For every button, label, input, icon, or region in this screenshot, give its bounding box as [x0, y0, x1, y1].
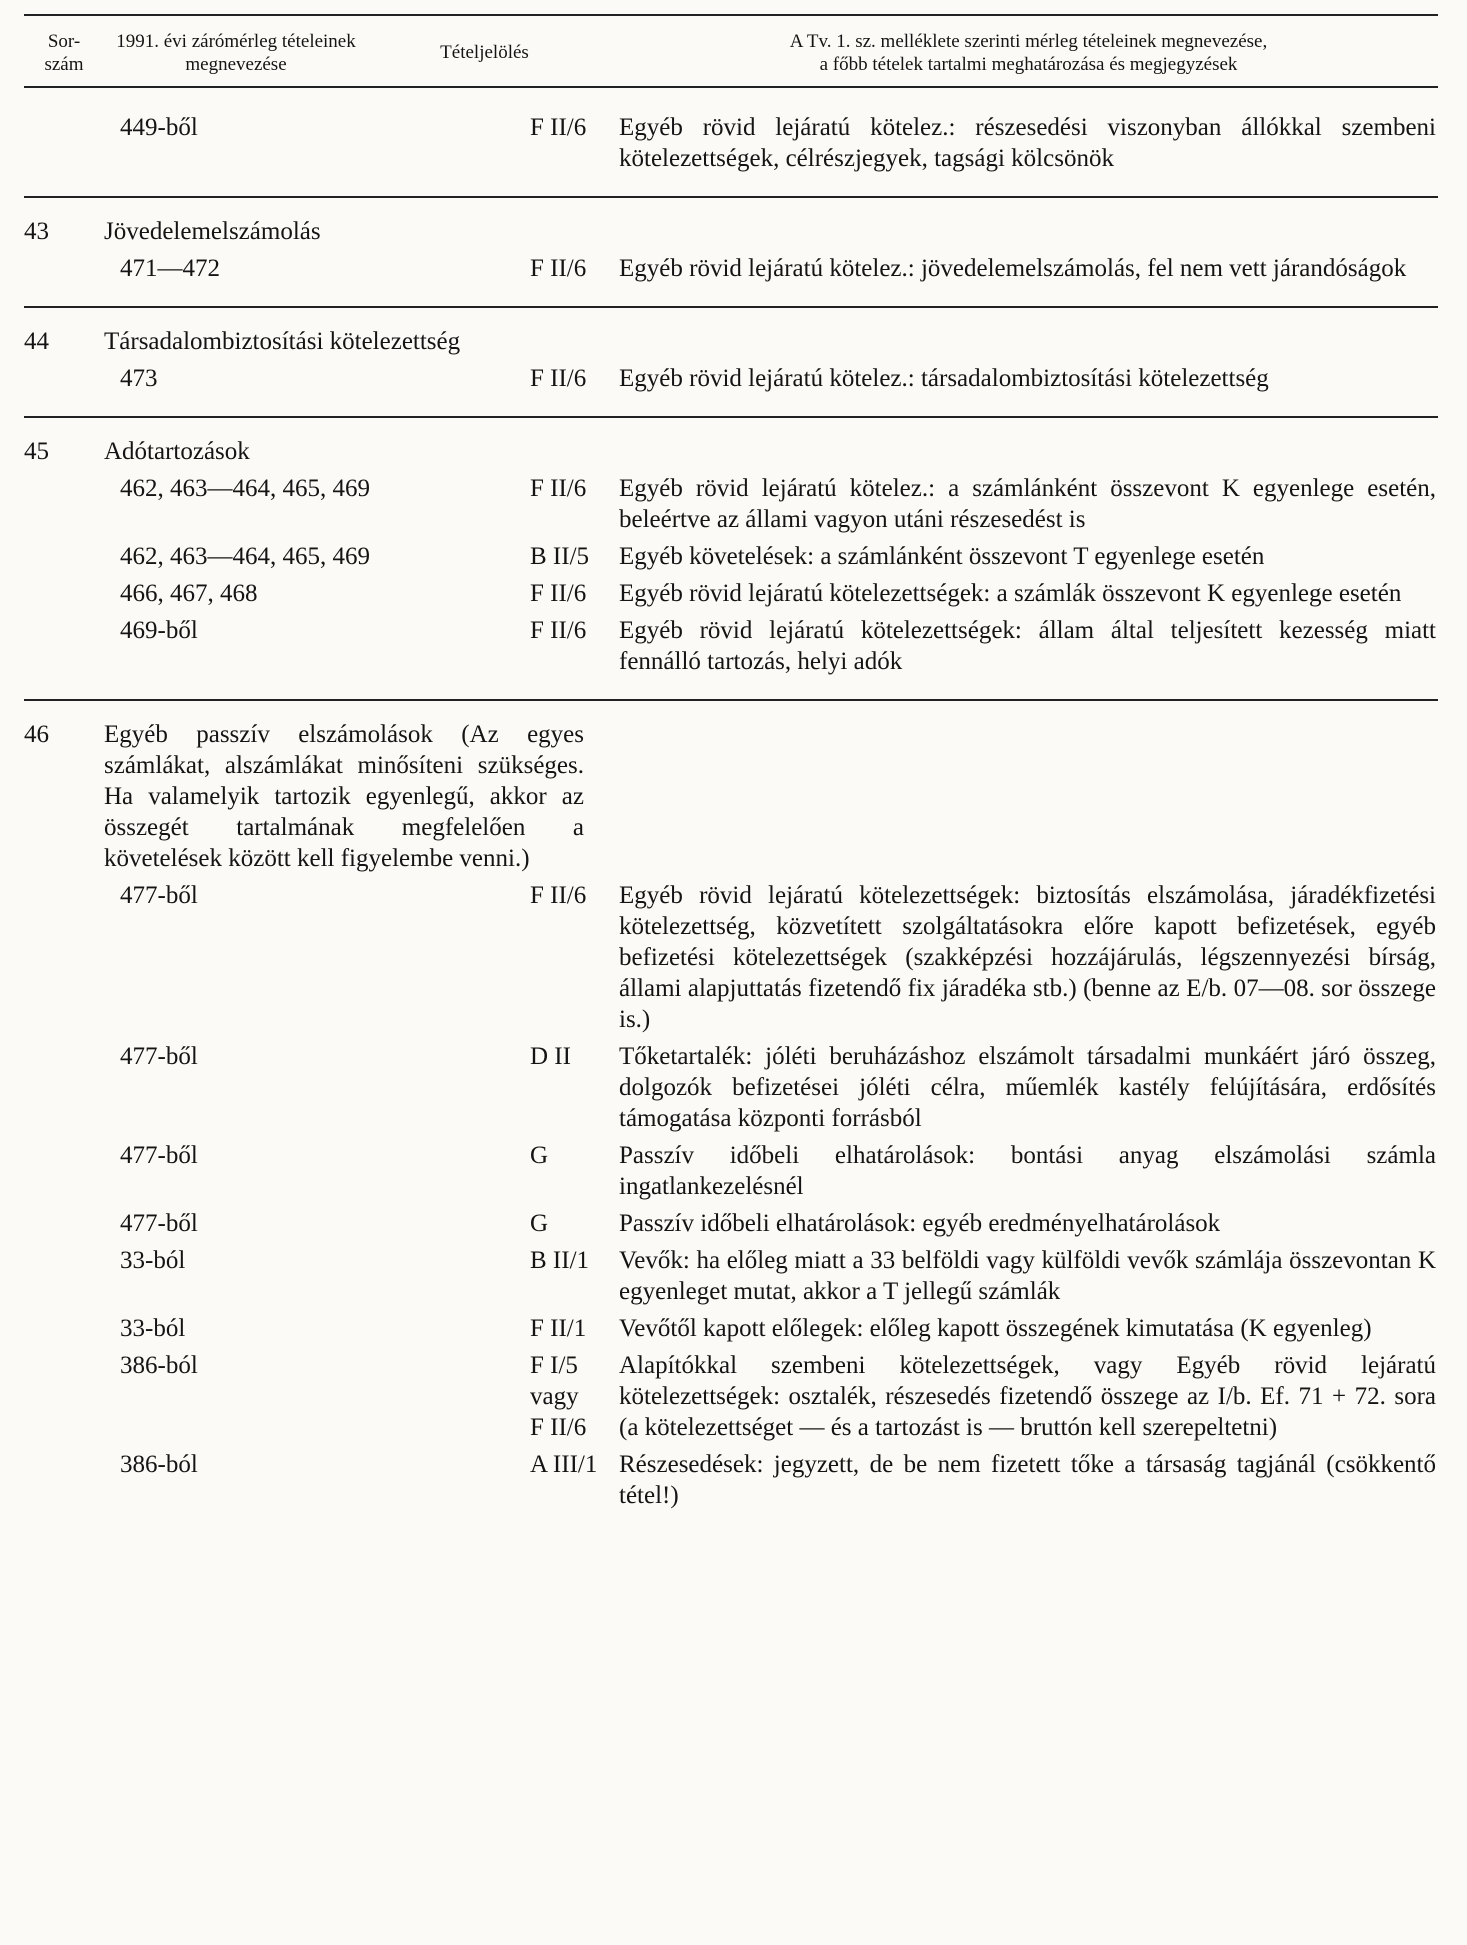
section-number: 44 [24, 328, 49, 355]
section-title: Adótartozások [104, 438, 250, 465]
table-row [24, 363, 1438, 394]
item-description: Vevők: ha előleg miatt a 33 belföldi vagy külföldi vevők számlája összevontan K egyenleget mutat, akkor a T jellegű számlák [619, 1247, 1436, 1305]
table-header [24, 16, 1438, 86]
item-code: F II/1 [530, 1315, 587, 1342]
item-description: Részesedések: jegyzett, de be nem fizetett tőke a társaság tagjánál (csökkentő tétel!) [619, 1451, 1436, 1509]
table-row [24, 112, 1438, 174]
table-section [24, 418, 1438, 699]
account-number: 466, 467, 468 [120, 580, 258, 607]
item-description: Egyéb követelések: a számlánként összevont T egyenlege esetén [619, 543, 1265, 570]
account-number: 471—472 [120, 255, 220, 282]
item-description: Egyéb rövid lejáratú kötelezettségek: a számlák összevont K egyenlege esetén [619, 580, 1402, 607]
account-number: 477-ből [120, 1043, 198, 1070]
table-row [24, 1350, 1438, 1443]
section-number: 43 [24, 218, 49, 245]
item-code: F I/5 vagy F II/6 [530, 1352, 587, 1441]
item-description: Egyéb rövid lejáratú kötelez.: a számlánként összevont K egyenlege esetén, beleértve az állami vagyon utáni részesedést is [619, 475, 1436, 533]
table-section [24, 198, 1438, 306]
item-description: Alapítókkal szembeni kötelezettségek, vagy Egyéb rövid lejáratú kötelezettségek: osztalék, részesedés fizetendő összege az I/b. Ef. 71 + 72. sora (a kötelezettséget — és a tartozást is — bruttón kell szerepeltetni) [619, 1352, 1436, 1441]
table-row [24, 880, 1438, 1035]
table-row [24, 615, 1438, 677]
section-title: Egyéb passzív elszámolások (Az egyes számlákat, alszámlákat minősíteni szükséges. Ha valamelyik tartozik egyenlegű, akkor az összegét tartalmának megfelelően a követelések között kell figyelembe venni.) [104, 721, 584, 872]
item-description: Vevőtől kapott előlegek: előleg kapott összegének kimutatása (K egyenleg) [619, 1315, 1372, 1342]
table-body [24, 88, 1438, 1533]
header-balance-description: A Tv. 1. sz. melléklete szerinti mérleg tételeinek megnevezése, a főbb tételek tartalmi meghatározása és megjegyzések [789, 31, 1268, 75]
item-code: F II/6 [530, 580, 587, 607]
account-number: 462, 463—464, 465, 469 [120, 475, 370, 502]
section-number: 45 [24, 438, 49, 465]
item-code: F II/6 [530, 365, 587, 392]
section-heading [24, 326, 1438, 357]
item-description: Egyéb rövid lejáratú kötelez.: részesedési viszonyban állókkal szembeni kötelezettségek, célrészjegyek, tagsági kölcsönök [619, 114, 1436, 172]
account-number: 477-ből [120, 1142, 198, 1169]
item-code: F II/6 [530, 475, 587, 502]
table-row [24, 473, 1438, 535]
account-number: 462, 463—464, 465, 469 [120, 543, 370, 570]
header-closing-balance-item: 1991. évi zárómérleg tételeinek megnevezése [116, 31, 356, 75]
item-code: F II/6 [530, 617, 587, 644]
document [24, 10, 1438, 1533]
item-code: A III/1 [530, 1451, 598, 1478]
item-code: G [530, 1210, 549, 1237]
item-description: Egyéb rövid lejáratú kötelezettségek: biztosítás elszámolása, járadékfizetési kötelezettség, közvetített szolgáltatásokra előre kapott befizetések, egyéb befizetési kötelezettségek (szakképzési hozzájárulás, légszennyezési bírság, állami alapjuttatás fizetendő fix járadéka stb.) (benne az E/b. 07—08. sor összege is.) [619, 882, 1436, 1033]
item-code: F II/6 [530, 114, 587, 141]
item-code: B II/1 [530, 1247, 590, 1274]
section-heading [24, 216, 1438, 247]
item-code: F II/6 [530, 255, 587, 282]
section-number: 46 [24, 721, 49, 748]
item-code: G [530, 1142, 549, 1169]
item-code: F II/6 [530, 882, 587, 909]
table-section [24, 88, 1438, 196]
section-heading [24, 719, 1438, 874]
item-description: Passzív időbeli elhatárolások: egyéb eredményelhatárolások [619, 1210, 1221, 1237]
account-number: 477-ből [120, 882, 198, 909]
table-row [24, 253, 1438, 284]
header-row-number: Sor- szám [44, 31, 84, 75]
section-title: Társadalombiztosítási kötelezettség [104, 328, 461, 355]
account-number: 449-ből [120, 114, 198, 141]
item-description: Egyéb rövid lejáratú kötelez.: társadalombiztosítási kötelezettség [619, 365, 1269, 392]
account-number: 473 [120, 365, 158, 392]
account-number: 386-ból [120, 1451, 198, 1478]
item-code: D II [530, 1043, 571, 1070]
table-section [24, 308, 1438, 416]
account-number: 477-ből [120, 1210, 198, 1237]
table-row [24, 578, 1438, 609]
account-number: 33-ból [120, 1315, 186, 1342]
item-code: B II/5 [530, 543, 590, 570]
account-number: 386-ból [120, 1352, 198, 1379]
account-number: 469-ből [120, 617, 198, 644]
item-description: Egyéb rövid lejáratú kötelez.: jövedelemelszámolás, fel nem vett járandóságok [619, 255, 1407, 282]
header-item-code: Tételjelölés [440, 42, 529, 63]
table-section [24, 701, 1438, 1533]
table-row [24, 1449, 1438, 1511]
item-description: Passzív időbeli elhatárolások: bontási anyag elszámolási számla ingatlankezelésnél [619, 1142, 1436, 1200]
section-heading [24, 436, 1438, 467]
table-row [24, 541, 1438, 572]
item-description: Egyéb rövid lejáratú kötelezettségek: állam által teljesített kezesség miatt fennálló tartozás, helyi adók [619, 617, 1436, 675]
table-row [24, 1041, 1438, 1134]
account-number: 33-ból [120, 1247, 186, 1274]
table-row [24, 1208, 1438, 1239]
section-title: Jövedelemelszámolás [104, 218, 321, 245]
table-row [24, 1313, 1438, 1344]
table-row [24, 1140, 1438, 1202]
item-description: Tőketartalék: jóléti beruházáshoz elszámolt társadalmi munkáért járó összeg, dolgozók befizetései jóléti célra, műemlék kastély felújítására, erdősítés támogatása központi forrásból [619, 1043, 1436, 1132]
table-row [24, 1245, 1438, 1307]
